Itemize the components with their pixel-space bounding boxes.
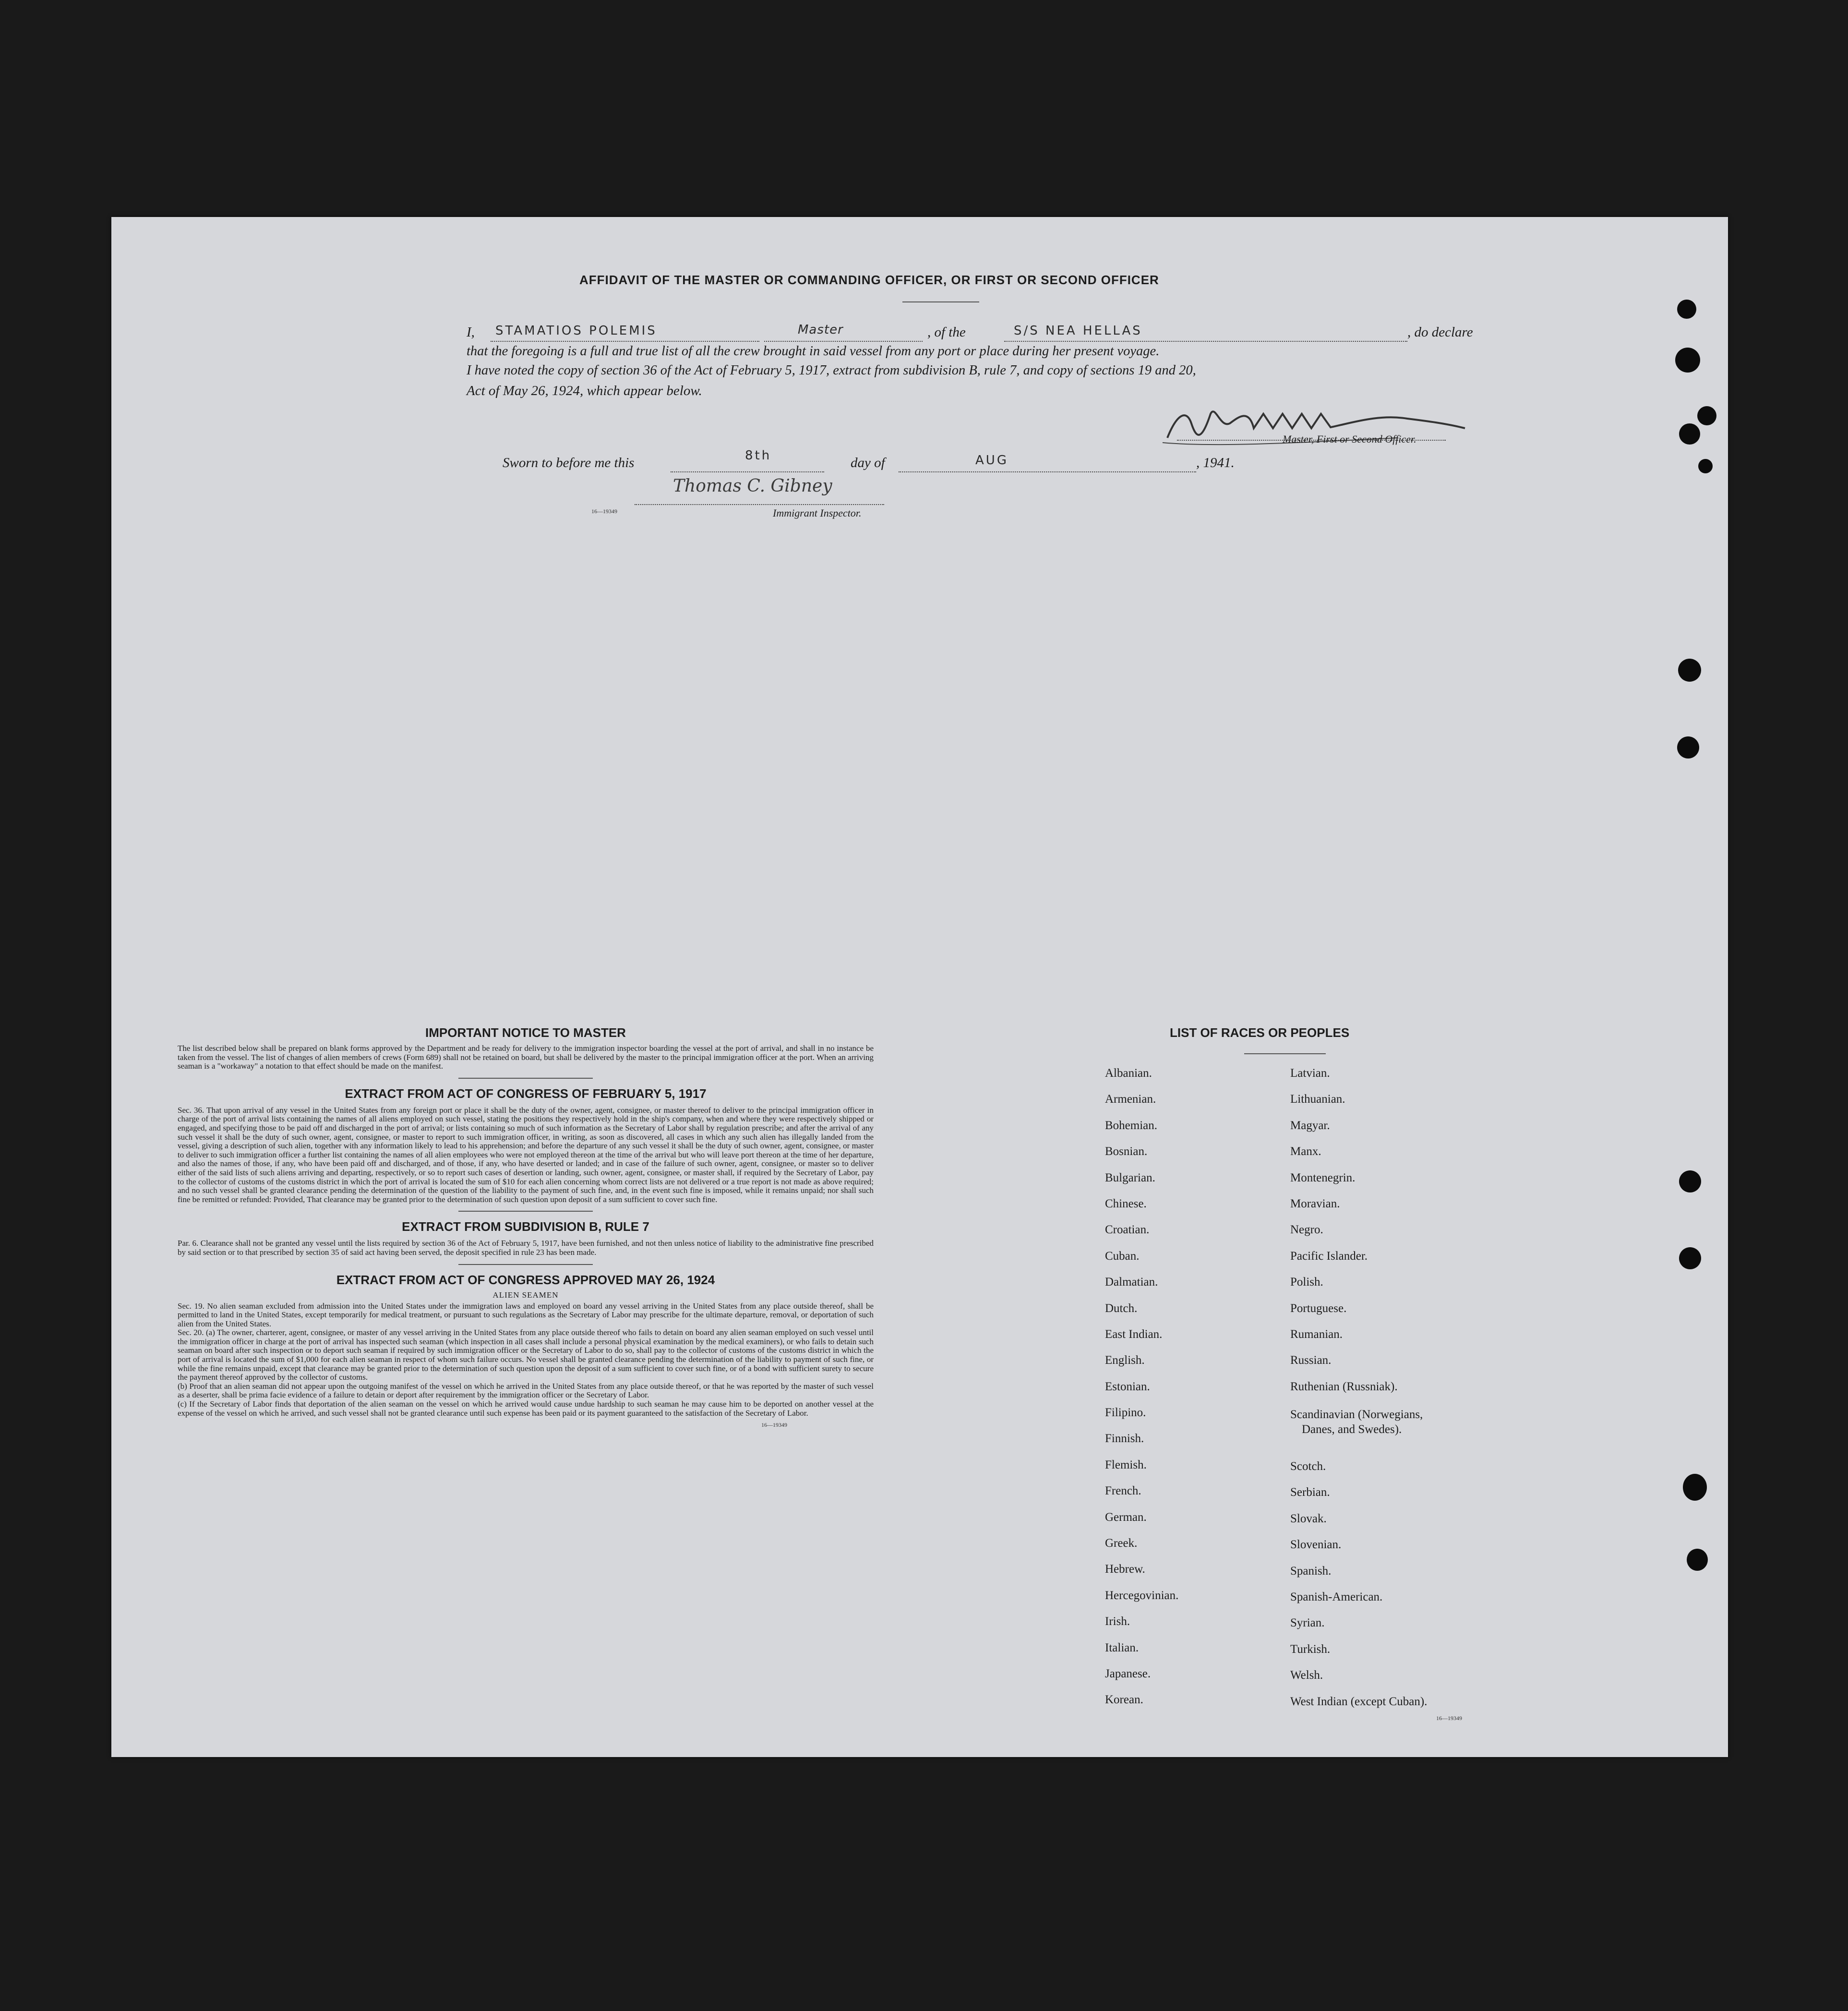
race-item: Filipino.: [1105, 1406, 1146, 1420]
race-item: Bulgarian.: [1105, 1171, 1155, 1184]
races-column-1: [1105, 1067, 1178, 1720]
race-item: Flemish.: [1105, 1458, 1147, 1471]
form-code: 16—19349: [591, 508, 617, 515]
race-item-continuation: Danes, and Swedes).: [1302, 1423, 1402, 1436]
race-item: Armenian.: [1105, 1093, 1156, 1106]
race-item: Finnish.: [1105, 1432, 1144, 1445]
punch-hole: [1697, 406, 1716, 425]
race-item: Greek.: [1105, 1537, 1138, 1550]
day-of-label: day of: [851, 455, 885, 470]
race-item: Spanish-American.: [1290, 1590, 1383, 1604]
punch-hole: [1679, 1170, 1701, 1192]
race-item: Turkish.: [1290, 1642, 1331, 1656]
vessel-name-field[interactable]: S/S NEA HELLAS: [1014, 324, 1142, 338]
sworn-month-line: [899, 470, 1196, 472]
sworn-prefix: Sworn to before me this: [503, 455, 635, 470]
punch-hole: [1677, 736, 1699, 759]
race-item: Cuban.: [1105, 1249, 1140, 1263]
sec-20a-text: Sec. 20. (a) The owner, charterer, agent, consignee, or master of any vessel arriving in the United States from any place outside thereof who fails to detain on board any alien seaman employed on such vessel until the immigration officer in charge at the port of arrival has inspected such seaman (which inspection in all cases shall include a personal physical examination by the medical examiners), or who fails to detain such seaman on board after such inspection or to deport such seaman if required by such immigration officer or the Secretary of Labor to do so, shall pay to the collector of customs of the customs district in which the port of arrival is located the sum of $1,000 for each alien seaman in respect of whom such failure occurs. No vessel shall be granted clearance pending the determination of the liability to payment of such fine, or while the fine remains unpaid, except that clearance may be granted prior to the determination of such question upon the deposit of a sum sufficient to cover such fine, or of a bond with sufficient surety to secure the payment thereof approved by the collector of customs.: [178, 1328, 874, 1382]
race-item: Welsh.: [1290, 1669, 1323, 1682]
race-item: Magyar.: [1290, 1119, 1330, 1132]
race-item: Albanian.: [1105, 1067, 1152, 1080]
race-item: German.: [1105, 1510, 1147, 1524]
race-item: Portuguese.: [1290, 1301, 1347, 1315]
extract-1924-title: EXTRACT FROM ACT OF CONGRESS APPROVED MAY 26, 1924: [336, 1272, 715, 1287]
race-item: French.: [1105, 1484, 1141, 1498]
race-item: Slovak.: [1290, 1512, 1327, 1525]
race-item: Estonian.: [1105, 1380, 1150, 1393]
race-item: Dalmatian.: [1105, 1276, 1158, 1289]
do-declare-label: , do declare: [1407, 325, 1473, 340]
position-field[interactable]: Master: [798, 323, 843, 337]
sworn-month-field[interactable]: AUG: [975, 453, 1008, 468]
sec-20b-text: (b) Proof that an alien seaman did not appear upon the outgoing manifest of the vessel on which he arrived in the United States from any place outside thereof, or that he was reported by the master of such vessel as a deserter, shall be prima facie evidence of a failure to detain or deport after requirement by the immigration officer or the Secretary of Labor.: [178, 1381, 874, 1400]
document-page: [111, 217, 1728, 1757]
race-item: Chinese.: [1105, 1197, 1147, 1210]
section-divider: [458, 1264, 593, 1265]
sworn-year: , 1941.: [1196, 455, 1235, 470]
punch-hole: [1675, 348, 1700, 373]
races-divider: [1244, 1053, 1326, 1054]
i-prefix: I,: [467, 325, 475, 340]
punch-hole: [1678, 659, 1701, 682]
race-item: Negro.: [1290, 1223, 1323, 1237]
signer-caption: Master, First or Second Officer.: [1283, 433, 1416, 445]
punch-hole: [1687, 1549, 1708, 1571]
race-item: Latvian.: [1290, 1067, 1330, 1080]
rule-7-text: Par. 6. Clearance shall not be granted any vessel until the lists required by section 36 of the Act of February 5, 1917, have been furnished, and not then unless notice of liability to the administrative fine prescribed by said section or to that prescribed by section 35 of said act having been served, the deposit specified in rule 23 has been made.: [178, 1239, 874, 1257]
race-item: Croatian.: [1105, 1223, 1150, 1237]
race-item: Rumanian.: [1290, 1327, 1343, 1341]
race-item: Lithuanian.: [1290, 1093, 1345, 1106]
race-item: Manx.: [1290, 1145, 1321, 1158]
legal-column: [178, 1025, 874, 1429]
name-line: [491, 340, 759, 342]
race-item: Polish.: [1290, 1276, 1323, 1289]
notice-title: IMPORTANT NOTICE TO MASTER: [425, 1025, 626, 1040]
of-the-label: , of the: [927, 325, 966, 340]
race-item: Pacific Islander.: [1290, 1249, 1368, 1263]
inspector-signature-line: [635, 503, 884, 505]
race-item: East Indian.: [1105, 1327, 1163, 1341]
affidavit-line-4: Act of May 26, 1924, which appear below.: [467, 383, 702, 398]
race-item: Russian.: [1290, 1354, 1332, 1367]
section-divider: [458, 1211, 593, 1212]
race-item: Irish.: [1105, 1615, 1130, 1628]
vessel-line: [1004, 340, 1407, 342]
inspector-caption: Immigrant Inspector.: [773, 507, 862, 519]
punch-hole: [1683, 1474, 1707, 1501]
form-code: 16—19349: [1436, 1715, 1462, 1722]
race-item: Spanish.: [1290, 1564, 1332, 1577]
inspector-signature: Thomas C. Gibney: [673, 476, 832, 496]
affidavit-line-2: that the foregoing is a full and true list of all the crew brought in said vessel from any port or place during her present voyage.: [467, 344, 1160, 359]
punch-hole: [1679, 1247, 1701, 1269]
punch-hole: [1679, 423, 1700, 445]
race-item: Moravian.: [1290, 1197, 1340, 1210]
race-item: Korean.: [1105, 1693, 1143, 1707]
sec-20c-text: (c) If the Secretary of Labor finds that deportation of the alien seaman on the vessel on which he arrived would cause undue hardship to such seaman he may cause him to be deported on another vessel at the expense of the vessel on which he arrived, and such vessel shall not be granted clearance until such expense has been paid or its payment guaranteed to the satisfaction of the Secretary of Labor.: [178, 1399, 874, 1418]
punch-hole: [1677, 300, 1696, 319]
races-title: LIST OF RACES OR PEOPLES: [1170, 1025, 1350, 1040]
sworn-day-line: [671, 470, 824, 472]
section-divider: [458, 1078, 593, 1079]
race-item: Slovenian.: [1290, 1538, 1342, 1552]
rule-7-title: EXTRACT FROM SUBDIVISION B, RULE 7: [402, 1219, 649, 1234]
sworn-day-field[interactable]: 8th: [745, 448, 772, 463]
race-item: Italian.: [1105, 1641, 1139, 1654]
races-column-2: [1290, 1067, 1427, 1714]
extract-1917-text: Sec. 36. That upon arrival of any vessel in the United States from any foreign port or place it shall be the duty of the owner, agent, consignee, or master thereof to deliver to the principal immigration officer in charge of the port of arrival lists containing the names of all aliens employed on such vessel, stating the positions they respectively hold in the ship's company, when and where they were respectively shipped or engaged, and specifying those to be paid off and discharged in the port of arrival; or lists containing so much of such information as the Secretary of Labor shall by regulation prescribe; and after the arrival of any such vessel it shall be the duty of such owner, agent, consignee, or master to report to such immigration officer, in writing, as soon as discovered, all cases in which any such alien has illegally landed from the vessel, giving a description of such alien, together with any information likely to lead to his apprehension; and before the departure of any such vessel it shall be the duty of such owner, agent, consignee, or master to deliver to such immigration officer a further list containing the names of all alien employees who were not employed thereon at the time of the arrival but who will leave port thereon at the time of her departure, and also the names of those, if any, who have been paid off and discharged, and of those, if any, who have deserted or landed; and in case of the failure of such owner, agent, consignee, or master so to deliver either of the said lists of such aliens arriving and departing, respectively, or so to report such cases of desertion or landing, such owner, agent, consignee, or master shall, if required by the Secretary of Labor, pay to the collector of customs of the customs district in which the port of arrival is located the sum of $10 for each alien concerning whom correct lists are not delivered or a true report is not made as above required; and no such vessel shall be granted clearance pending the determination of the question of the liability to the payment of such fine, and, in the event such fine is imposed, while it remains unpaid; nor shall such fine be remitted or refunded: Provided, That clearance may be granted prior to the determination of such question upon deposit of a sum sufficient to cover such fine.: [178, 1105, 874, 1204]
position-line: [764, 340, 923, 342]
race-item: Bohemian.: [1105, 1119, 1158, 1132]
race-item: Scotch.: [1290, 1460, 1326, 1473]
affidavit-line-3: I have noted the copy of section 36 of the Act of February 5, 1917, extract from subdivision B, rule 7, and copy of sections 19 and 20,: [467, 363, 1196, 378]
form-code: 16—19349: [761, 1421, 787, 1429]
race-item: Dutch.: [1105, 1301, 1138, 1315]
race-item: English.: [1105, 1354, 1145, 1367]
title-divider: [902, 301, 979, 302]
race-item: Bosnian.: [1105, 1145, 1148, 1158]
race-item: Hercegovinian.: [1105, 1589, 1179, 1602]
extract-1917-title: EXTRACT FROM ACT OF CONGRESS OF FEBRUARY 5, 1917: [345, 1086, 707, 1101]
race-item: Ruthenian (Russniak).: [1290, 1380, 1398, 1393]
race-item: Syrian.: [1290, 1616, 1325, 1630]
race-item: West Indian (except Cuban).: [1290, 1695, 1428, 1708]
master-name-field[interactable]: STAMATIOS POLEMIS: [495, 324, 657, 338]
race-item: Japanese.: [1105, 1667, 1151, 1680]
punch-hole: [1698, 459, 1713, 473]
race-item: Hebrew.: [1105, 1563, 1145, 1576]
race-item: Serbian.: [1290, 1486, 1330, 1499]
affidavit-title: AFFIDAVIT OF THE MASTER OR COMMANDING OFFICER, OR FIRST OR SECOND OFFICER: [579, 273, 1159, 287]
race-item: Montenegrin.: [1290, 1171, 1356, 1184]
alien-seamen-subtitle: ALIEN SEAMEN: [492, 1290, 559, 1300]
notice-text: The list described below shall be prepared on blank forms approved by the Department and be ready for delivery to the immigration inspector boarding the vessel at the port of arrival, and shall in no instance be taken from the vessel. The list of changes of alien members of crews (Form 689) shall not be retained on board, but shall be delivered by the master to the principal immigration officer at the port. When an arriving seaman is a "workaway" a notation to that effect should be made on the manifest.: [178, 1044, 874, 1071]
sec-19-text: Sec. 19. No alien seaman excluded from admission into the United States under the immigration laws and employed on board any vessel arriving in the United States from any place outside thereof, shall be permitted to land in the United States, except temporarily for medical treatment, or pursuant to such regulations as the Secretary of Labor may prescribe for the ultimate departure, removal, or deportation of such alien from the United States.: [178, 1301, 874, 1328]
race-item: Scandinavian (Norwegians,: [1290, 1408, 1423, 1421]
